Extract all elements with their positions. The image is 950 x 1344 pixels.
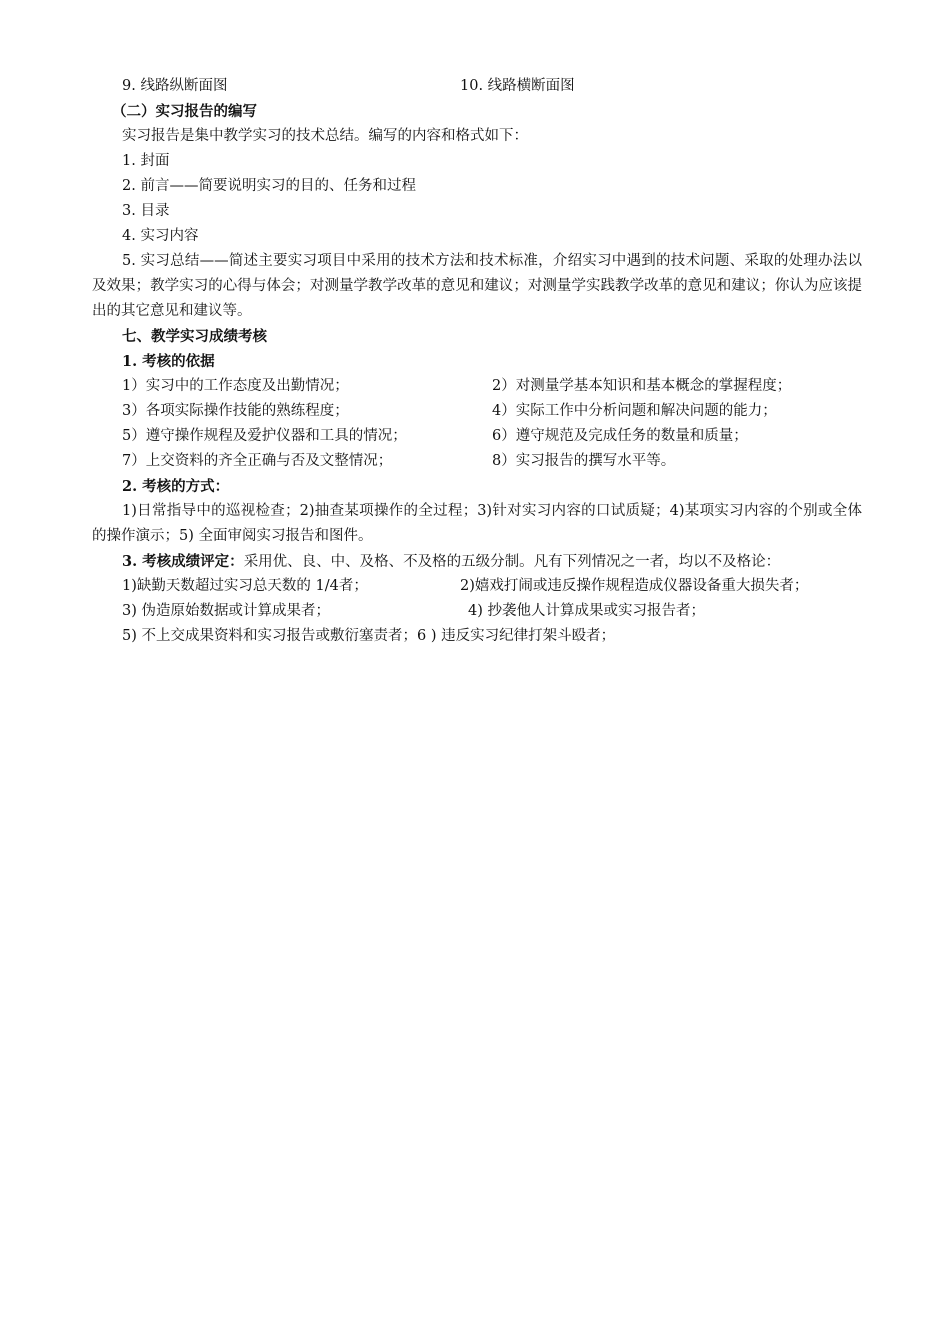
basis-item-2: 2）对测量学基本知识和基本概念的掌握程度； [492,378,792,394]
report-item-5: 5. 实习总结——简述主要实习项目中采用的技术方法和技术标准，介绍实习中遇到的技术问题、采取的处理办法以及效果；教学实习的心得与体会；对测量学教学改革的意见和建议；对测量学实践教学改革的意见和建议；你认为应该提出的其它意见和建议等。 [92,253,862,319]
list-item-9: 9. 线路纵断面图 [122,78,228,94]
fail-item-1: 1)缺勤天数超过实习总天数的 1/4者； [122,578,368,594]
report-item-4: 4. 实习内容 [122,228,199,244]
list-item-10: 10. 线路横断面图 [460,78,575,94]
basis-heading: 1. 考核的依据 [122,353,215,370]
basis-item-5: 5）遵守操作规程及爱护仪器和工具的情况； [122,428,407,444]
assessment-heading: 七、教学实习成绩考核 [122,328,267,345]
basis-item-4: 4）实际工作中分析问题和解决问题的能力； [492,403,777,419]
basis-item-1: 1）实习中的工作态度及出勤情况； [122,378,349,394]
fail-item-2: 2)嬉戏打闹或违反操作规程造成仪器设备重大损失者； [460,578,809,594]
report-intro: 实习报告是集中教学实习的技术总结。编写的内容和格式如下： [122,128,528,144]
fail-item-3: 3) 伪造原始数据或计算成果者； [122,603,330,619]
grade-line [122,549,780,574]
report-item-1: 1. 封面 [122,153,170,169]
report-heading: （二）实习报告的编写 [112,103,257,120]
fail-item-5-6: 5) 不上交成果资料和实习报告或敷衍塞责者；6 ) 违反实习纪律打架斗殴者； [122,628,616,644]
method-heading: 2. 考核的方式： [122,478,230,495]
method-text: 1)日常指导中的巡视检查；2)抽查某项操作的全过程；3)针对实习内容的口试质疑；4)某项实习内容的个别或全体的操作演示；5) 全面审阅实习报告和图件。 [92,503,862,544]
grade-heading: 3. 考核成绩评定： [122,553,244,570]
report-item-3: 3. 目录 [122,203,170,219]
basis-item-7: 7）上交资料的齐全正确与否及文整情况； [122,453,393,469]
basis-item-6: 6）遵守规范及完成任务的数量和质量； [492,428,748,444]
basis-item-8: 8）实习报告的撰写水平等。 [492,453,676,469]
grade-text: 采用优、良、中、及格、不及格的五级分制。凡有下列情况之一者，均以不及格论： [243,554,781,570]
report-item-2: 2. 前言——简要说明实习的目的、任务和过程 [122,178,416,194]
basis-item-3: 3）各项实际操作技能的熟练程度； [122,403,349,419]
fail-item-4: 4) 抄袭他人计算成果或实习报告者； [468,603,705,619]
